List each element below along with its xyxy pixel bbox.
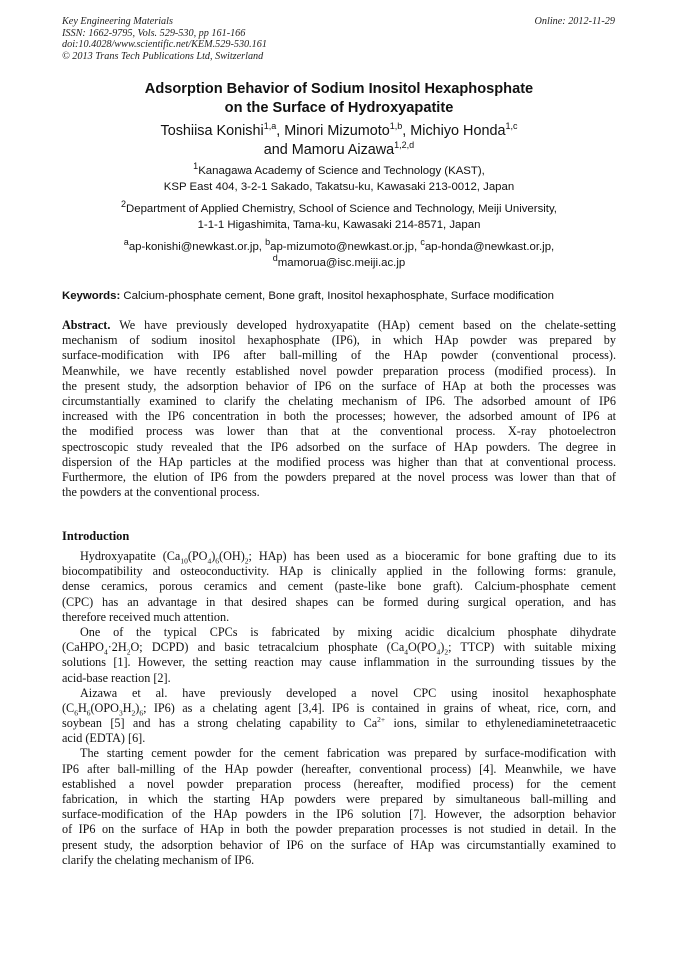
author-name: Michiyo Honda bbox=[410, 123, 506, 139]
title-line-2: on the Surface of Hydroxyapatite bbox=[224, 100, 454, 116]
text-run: O(PO bbox=[408, 640, 437, 655]
text-run: ·2H bbox=[107, 640, 127, 655]
email-address[interactable]: ap-honda@newkast.or.jp, bbox=[424, 241, 555, 253]
text-run: soybean [5] and has a strong chelating capability to Ca bbox=[62, 716, 378, 731]
keywords-line bbox=[62, 289, 616, 304]
abstract-line: circumstantially examined to clarify the chelating mechanism of IP6. The adsorbed amount of IP6 bbox=[62, 393, 616, 408]
email-address[interactable]: ap-konishi@newkast.or.jp, bbox=[128, 241, 266, 253]
affil-number: 1 bbox=[193, 161, 199, 172]
intro-line: present study, the adsorption behavior of IP6 on the surface of HAp was circumstantially examined to bbox=[62, 837, 616, 852]
abstract bbox=[62, 318, 616, 500]
author-affil-sup: 1,a bbox=[263, 121, 277, 132]
author-affil-sup: 1,c bbox=[505, 121, 518, 132]
author-separator: , bbox=[402, 123, 411, 139]
intro-line: fabrication, in which the starting HAp powders were prepared by simultaneous ball-milling and bbox=[62, 792, 616, 806]
author-affil-sup: 1,2,d bbox=[394, 140, 415, 151]
section-heading-introduction: Introduction bbox=[62, 529, 130, 543]
affiliation-1 bbox=[62, 161, 616, 195]
paper-title bbox=[62, 80, 616, 118]
journal-header bbox=[62, 16, 267, 62]
abstract-line: dispersion of the HAp particles at the modified process was higher than that at conventional process. bbox=[62, 454, 616, 469]
intro-line: clarify the chelating mechanism of IP6. bbox=[62, 852, 255, 867]
keywords-text: Calcium-phosphate cement, Bone graft, Inositol hexaphosphate, Surface modification bbox=[120, 290, 554, 302]
email-address[interactable]: mamorua@isc.meiji.ac.jp bbox=[277, 256, 406, 269]
intro-line: biocompatibility and osteoconductivity. HAp is clinically applied in the following forms: granule, bbox=[62, 564, 616, 579]
text-run: (C bbox=[62, 700, 75, 715]
intro-line: acid-base reaction [2]. bbox=[62, 670, 171, 685]
subscript: 10 bbox=[180, 556, 188, 566]
title-line-1: Adsorption Behavior of Sodium Inositol Hexaphosphate bbox=[144, 81, 534, 97]
intro-line bbox=[62, 549, 616, 564]
author-separator: , bbox=[276, 123, 285, 139]
introduction-body bbox=[62, 549, 616, 868]
abstract-line: Meanwhile, we have recently established novel powder preparation process (modified process). In bbox=[62, 363, 616, 378]
text-run: (PO bbox=[187, 549, 208, 563]
intro-line: (CPC) has an advantage in that desired shapes can be formed during surgical operation, and has bbox=[62, 594, 616, 609]
text-run: ; IP6) as a chelating agent [3,4]. IP6 is contained in grains of wheat, rice, corn, and bbox=[143, 700, 616, 715]
abstract-line: the present study, the adsorption behavior of IP6 on the surface of HAp at both the processes was bbox=[62, 378, 616, 393]
copyright-line: © 2013 Trans Tech Publications Ltd, Switzerland bbox=[62, 50, 264, 62]
text-run: ) bbox=[440, 640, 445, 655]
superscript: 2+ bbox=[377, 715, 386, 724]
affiliation-2 bbox=[62, 199, 616, 233]
intro-line bbox=[62, 701, 616, 716]
author-name: Toshiisa Konishi bbox=[160, 123, 264, 139]
text-run: O; DCPD) and basic tetracalcium phosphate (Ca bbox=[130, 640, 405, 655]
text-run: Hydroxyapatite (Ca bbox=[80, 549, 181, 563]
keywords-label: Keywords: bbox=[62, 290, 121, 302]
affil-line: Department of Applied Chemistry, School of Science and Technology, Meiji University, bbox=[126, 203, 557, 215]
subscript: 2 bbox=[131, 708, 136, 718]
author-name: Minori Mizumoto bbox=[284, 123, 390, 139]
text-run: ) bbox=[211, 549, 216, 563]
abstract-line: Furthermore, the elution of IP6 from the powders prepared at the novel process was lower than that of bbox=[62, 469, 616, 484]
subscript: 4 bbox=[404, 647, 409, 657]
affil-number: 2 bbox=[121, 199, 127, 210]
online-date: Online: 2012-11-29 bbox=[534, 16, 615, 27]
author-list bbox=[62, 122, 616, 160]
subscript: 2 bbox=[244, 556, 249, 566]
issn-line: ISSN: 1662-9795, Vols. 529-530, pp 161-166 bbox=[62, 27, 246, 39]
intro-line bbox=[62, 640, 616, 655]
subscript: 4 bbox=[436, 647, 441, 657]
text-run: H bbox=[77, 700, 87, 715]
intro-line: established a novel powder preparation process (hereafter, modified process) for the cement bbox=[62, 776, 616, 791]
intro-line: IP6 after ball-milling of the HAp powder (hereafter, conventional process) [4]. Meanwhile, we have bbox=[62, 761, 616, 776]
email-block bbox=[62, 237, 616, 271]
intro-line: Aizawa et al. have previously developed a novel CPC using inositol hexaphosphate bbox=[80, 685, 616, 700]
abstract-line: the powders at the conventional process. bbox=[62, 485, 260, 500]
email-sup: b bbox=[265, 237, 271, 248]
email-sup: a bbox=[123, 237, 129, 248]
abstract-line: spectroscopic study revealed that the IP6 adsorbed on the surface of HAp powders. The degree in bbox=[62, 439, 616, 454]
email-sup: c bbox=[420, 237, 425, 248]
author-affil-sup: 1,b bbox=[389, 121, 403, 132]
subscript: 2 bbox=[444, 647, 449, 657]
email-address[interactable]: ap-mizumoto@newkast.or.jp, bbox=[270, 241, 421, 253]
email-sup: d bbox=[272, 252, 278, 263]
intro-line: surface-modification of the HAp powders in the IP6 solution [7]. However, the adsorption behavior bbox=[62, 807, 616, 822]
subscript: 4 bbox=[103, 647, 108, 657]
subscript: 3 bbox=[118, 708, 123, 718]
intro-line: solutions [1]. However, the setting reaction may cause inflammation in the surrounding tissues by the bbox=[62, 655, 616, 670]
subscript: 6 bbox=[139, 708, 144, 718]
abstract-line: surface-modification with IP6 after ball-milling of the HAp powder (conventional process). bbox=[62, 348, 616, 363]
abstract-line: the modified process was lower than that at the conventional process. X-ray photoelectron bbox=[62, 424, 616, 439]
subscript: 6 bbox=[215, 556, 220, 566]
intro-line: One of the typical CPCs is fabricated by mixing acidic dicalcium phosphate dihydrate bbox=[80, 624, 616, 639]
abstract-line: We have previously developed hydroxyapatite (HAp) cement based on the chelate-setting bbox=[110, 318, 616, 332]
abstract-line: increased with the IP6 concentration in both the processes; however, the adsorbed amount of IP6 at bbox=[62, 409, 616, 424]
subscript: 4 bbox=[207, 556, 212, 566]
text-run: H bbox=[122, 700, 132, 715]
affil-line: Kanagawa Academy of Science and Technology (KAST), bbox=[198, 165, 485, 177]
text-run: ) bbox=[135, 700, 140, 715]
subscript: 6 bbox=[74, 708, 78, 718]
intro-line bbox=[62, 716, 616, 731]
intro-line: of IP6 on the surface of HAp in both the powder preparation processes is not studied in detail. In the bbox=[62, 822, 616, 837]
subscript: 6 bbox=[86, 708, 91, 718]
intro-line: acid (EDTA) [6]. bbox=[62, 731, 146, 746]
text-run: (OPO bbox=[90, 700, 119, 715]
affil-line: KSP East 404, 3-2-1 Sakado, Takatsu-ku, Kawasaki 213-0012, Japan bbox=[163, 180, 515, 193]
text-run: (CaHPO bbox=[62, 640, 104, 655]
text-run: (OH) bbox=[219, 549, 245, 563]
text-run: ions, similar to ethylenediaminetetraacetic bbox=[385, 716, 617, 731]
intro-line: The starting cement powder for the cement fabrication was prepared by surface-modification with bbox=[80, 746, 616, 761]
author-name: and Mamoru Aizawa bbox=[263, 142, 395, 158]
text-run: ; HAp) has been used as a bioceramic for bone grafting due to its bbox=[248, 549, 616, 563]
intro-line: dense ceramics, porous ceramics and cement (paste-like bone graft). Calcium-phosphate cement bbox=[62, 579, 616, 594]
subscript: 2 bbox=[126, 647, 131, 657]
intro-line: therefore received much attention. bbox=[62, 609, 230, 624]
doi-line: doi:10.4028/www.scientific.net/KEM.529-530.161 bbox=[62, 39, 267, 51]
text-run: ; TTCP) with suitable mixing bbox=[448, 640, 616, 655]
journal-name: Key Engineering Materials bbox=[62, 16, 173, 27]
abstract-label: Abstract. bbox=[62, 318, 111, 332]
affil-line: 1-1-1 Higashimita, Tama-ku, Kawasaki 214-8571, Japan bbox=[197, 218, 481, 231]
abstract-line: mechanism of sodium inositol hexaphosphate (IP6), in which HAp powder was prepared by bbox=[62, 333, 616, 348]
